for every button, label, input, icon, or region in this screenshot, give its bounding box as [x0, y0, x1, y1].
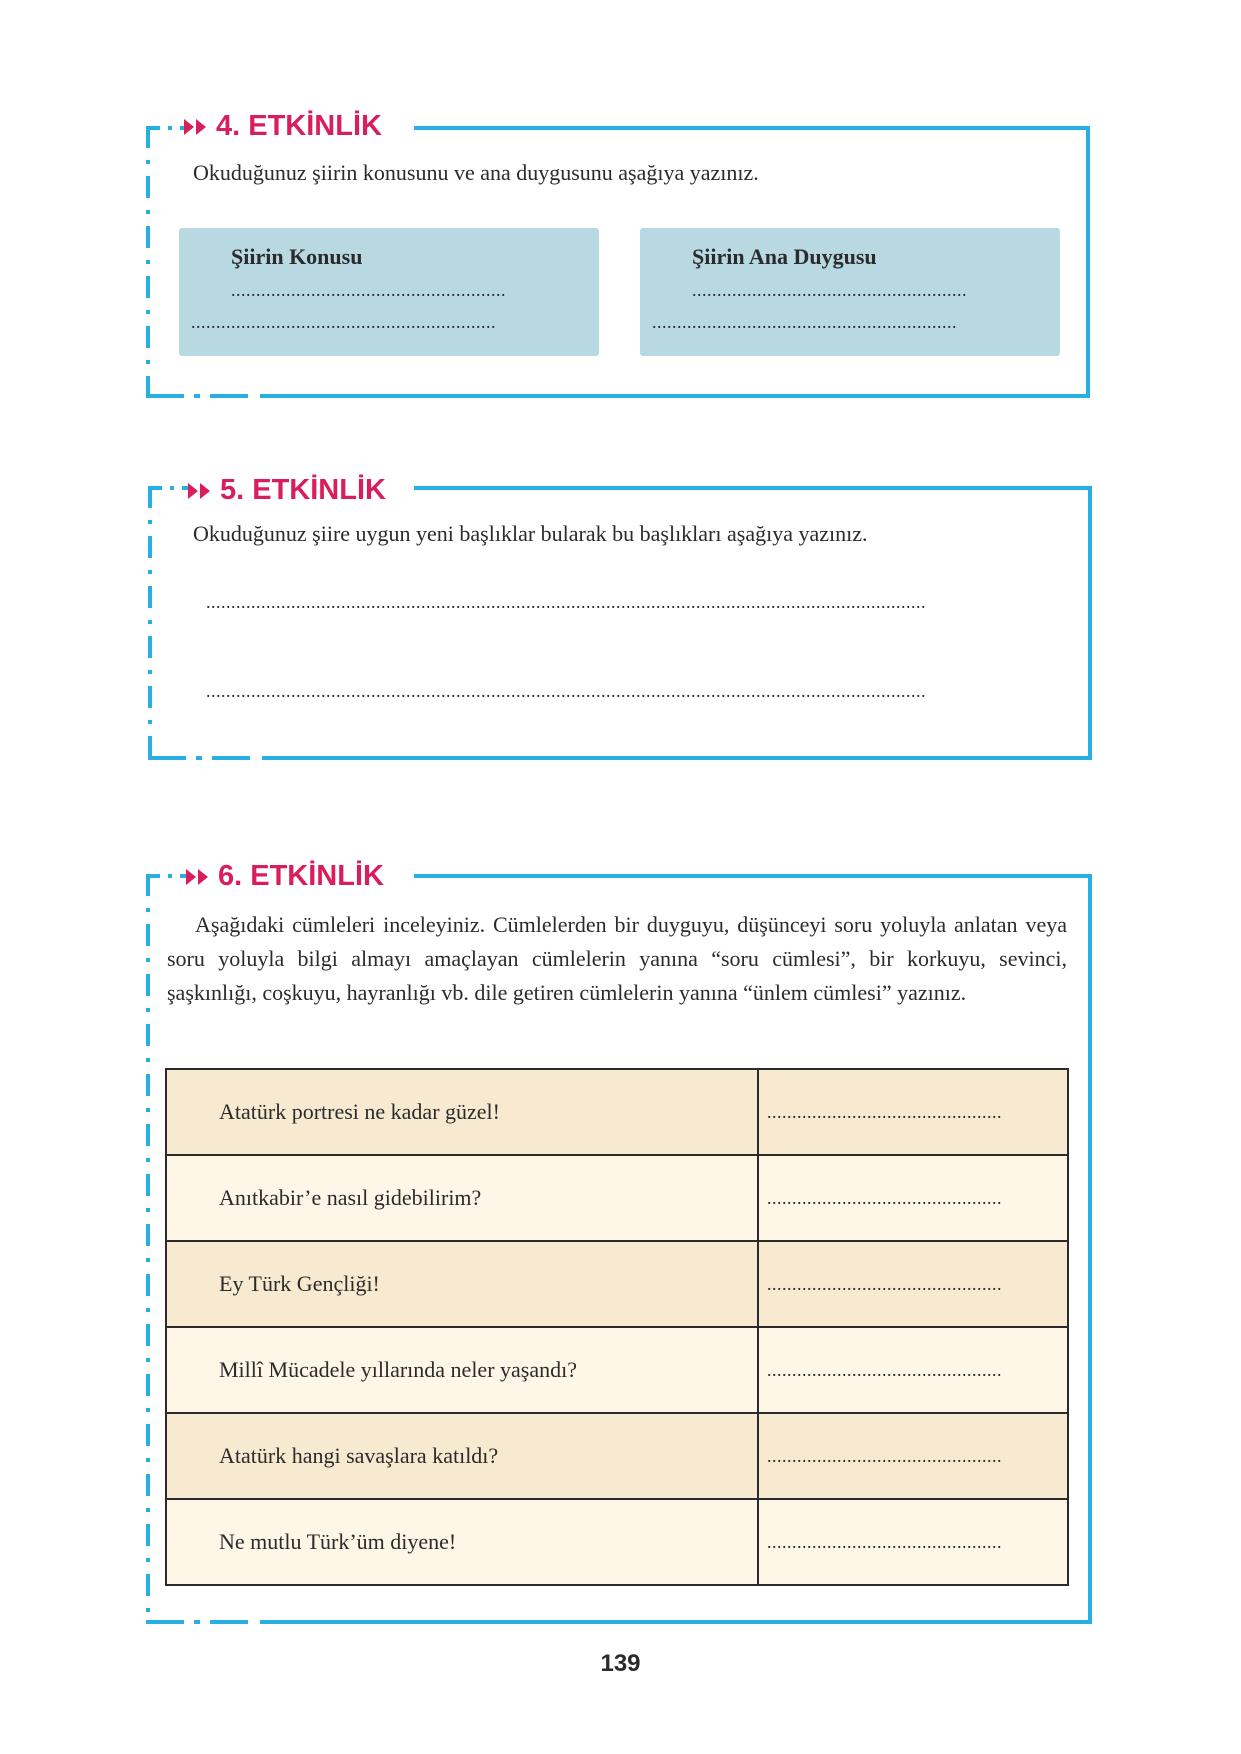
- card-emotion-answer-line[interactable]: .......................................................: [692, 280, 967, 300]
- card-emotion: [640, 228, 1060, 356]
- answer-line[interactable]: ................................................................................................................................................: [206, 681, 926, 701]
- answer-cell[interactable]: ...............................................: [758, 1241, 1068, 1327]
- activity-4-instruction: Okuduğunuz şiirin konusunu ve ana duygusunu aşağıya yazınız.: [193, 160, 759, 185]
- table-row: [166, 1155, 1068, 1241]
- sentence-cell: Ne mutlu Türk’üm diyene!: [166, 1499, 758, 1585]
- sentence-table: [165, 1068, 1069, 1586]
- card-subject-answer-line[interactable]: .......................................................: [231, 280, 506, 300]
- answer-cell[interactable]: ...............................................: [758, 1327, 1068, 1413]
- card-emotion-answer-line[interactable]: .............................................................: [652, 312, 957, 332]
- sentence-cell: Atatürk portresi ne kadar güzel!: [166, 1069, 758, 1155]
- answer-line[interactable]: ................................................................................................................................................: [206, 592, 926, 612]
- sentence-cell: Ey Türk Gençliği!: [166, 1241, 758, 1327]
- answer-cell[interactable]: ...............................................: [758, 1069, 1068, 1155]
- card-subject: [179, 228, 599, 356]
- activity-5-instruction: Okuduğunuz şiire uygun yeni başlıklar bularak bu başlıkları aşağıya yazınız.: [193, 521, 868, 546]
- double-arrow-icon: [188, 483, 210, 499]
- table-row: [166, 1327, 1068, 1413]
- answer-cell[interactable]: ...............................................: [758, 1499, 1068, 1585]
- page-number: 139: [600, 1650, 641, 1677]
- activity-5-heading: [188, 474, 386, 507]
- table-row: [166, 1413, 1068, 1499]
- card-emotion-title: Şiirin Ana Duygusu: [692, 244, 877, 269]
- activity-4-heading: [184, 110, 382, 143]
- answer-cell[interactable]: ...............................................: [758, 1155, 1068, 1241]
- sentence-cell: Anıtkabir’e nasıl gidebilirim?: [166, 1155, 758, 1241]
- card-subject-answer-line[interactable]: .............................................................: [191, 312, 496, 332]
- card-subject-title: Şiirin Konusu: [231, 244, 363, 269]
- table-row: [166, 1069, 1068, 1155]
- activity-6-heading: [186, 860, 384, 893]
- sentence-cell: Atatürk hangi savaşlara katıldı?: [166, 1413, 758, 1499]
- double-arrow-icon: [184, 119, 206, 135]
- activity-6-instruction: Aşağıdaki cümleleri inceleyiniz. Cümlelerden bir duyguyu, düşünceyi soru yoluyla anlatan veya soru yoluyla bilgi almayı amaçlayan cümlelerin yanına “soru cümlesi”, bir korkuyu, sevinci, şaşkınlığı, coşkuyu, hayranlığı vb. dile getiren cümlelerin yanına “ünlem cümlesi” yazınız.: [167, 912, 1067, 1005]
- activity-4-title: 4. ETKİNLİK: [216, 110, 382, 142]
- table-row: [166, 1499, 1068, 1585]
- answer-cell[interactable]: ...............................................: [758, 1413, 1068, 1499]
- activity-5-title: 5. ETKİNLİK: [220, 474, 386, 506]
- double-arrow-icon: [186, 869, 208, 885]
- sentence-cell: Millî Mücadele yıllarında neler yaşandı?: [166, 1327, 758, 1413]
- activity-6-title: 6. ETKİNLİK: [218, 860, 384, 892]
- table-row: [166, 1241, 1068, 1327]
